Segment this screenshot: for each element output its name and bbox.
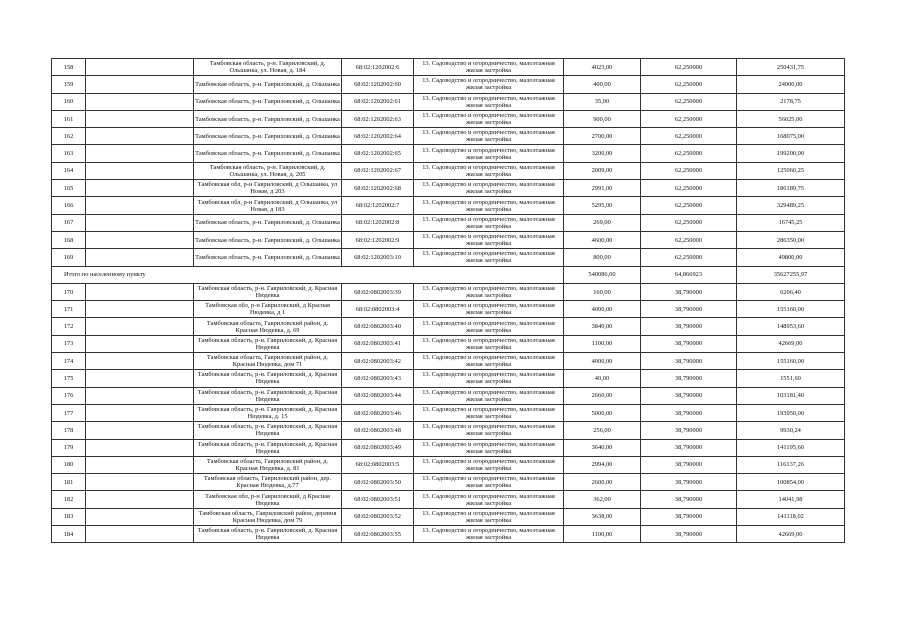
cadastral-value-cell: 199200,00 (737, 145, 845, 162)
cadastral-value-cell: 2178,75 (737, 93, 845, 110)
area-cell: 2994,00 (564, 456, 641, 473)
row-number: 163 (52, 145, 86, 162)
address-cell: Тамбовская область, Гавриловский район, д. Красная Нюдевка, д. 81 (194, 456, 342, 473)
rate-cell: 38,790000 (641, 456, 737, 473)
land-use-cell: 13. Садоводство и огородничество, малоэтажная жилая застройка (414, 93, 564, 110)
cadastral-number-cell: 68:02:1202002:61 (342, 93, 414, 110)
area-cell: 1100,00 (564, 526, 641, 543)
row-number: 170 (52, 283, 86, 300)
area-cell: 3638,00 (564, 508, 641, 525)
area-cell: 2600,00 (564, 474, 641, 491)
row-number: 183 (52, 508, 86, 525)
cadastral-value-cell: 100854,00 (737, 474, 845, 491)
cadastral-number-cell: 68:02:0802003:46 (342, 404, 414, 421)
settlement-cell (86, 249, 194, 266)
settlement-cell (86, 526, 194, 543)
cadastral-value-cell: 103181,40 (737, 387, 845, 404)
address-cell: Тамбовская область, р-н. Гавриловский, д. Ольшанка (194, 231, 342, 248)
land-use-cell: 13. Садоводство и огородничество, малоэтажная жилая застройка (414, 335, 564, 352)
area-cell: 256,00 (564, 422, 641, 439)
cadastral-number-cell: 68:02:0802003:49 (342, 439, 414, 456)
area-cell: 2009,00 (564, 162, 641, 179)
area-cell: 269,00 (564, 214, 641, 231)
table-row (52, 422, 845, 439)
row-number: 166 (52, 197, 86, 214)
row-number: 167 (52, 214, 86, 231)
rate-cell: 62,250000 (641, 59, 737, 76)
address-cell: Тамбовская область, р-н. Гавриловский, д. Ольшанка (194, 249, 342, 266)
land-use-cell: 13. Садоводство и огородничество, малоэтажная жилая застройка (414, 128, 564, 145)
row-number: 180 (52, 456, 86, 473)
rate-cell: 38,790000 (641, 387, 737, 404)
area-cell: 4600,00 (564, 231, 641, 248)
cadastral-value-cell: 56025,00 (737, 110, 845, 127)
rate-cell: 38,790000 (641, 526, 737, 543)
address-cell: Тамбовская область, р-н. Гавриловский, д. Красная Нюдевка (194, 439, 342, 456)
cadastral-number-cell: 68:02:0802003:5 (342, 456, 414, 473)
land-use-cell: 13. Садоводство и огородничество, малоэтажная жилая застройка (414, 76, 564, 93)
land-use-cell: 13. Садоводство и огородничество, малоэтажная жилая застройка (414, 370, 564, 387)
area-cell: 4000,00 (564, 301, 641, 318)
area-cell: 4000,00 (564, 353, 641, 370)
settlement-cell (86, 180, 194, 197)
rate-cell: 62,250000 (641, 110, 737, 127)
table-row (52, 145, 845, 162)
settlement-cell (86, 353, 194, 370)
table-row (52, 301, 845, 318)
area-cell: 900,00 (564, 110, 641, 127)
rate-cell: 38,790000 (641, 508, 737, 525)
area-cell: 362,00 (564, 491, 641, 508)
area-cell: 3840,00 (564, 318, 641, 335)
cadastral-number-cell: 68:02:0802003:39 (342, 283, 414, 300)
address-cell: Тамбовская область, р-н. Гавриловский, д. Красная Нюдевка (194, 387, 342, 404)
cadastral-number-cell: 68:02:0802003:55 (342, 526, 414, 543)
row-number: 173 (52, 335, 86, 352)
address-cell: Тамбовская область, р-н. Гавриловский, д. Ольшанка (194, 76, 342, 93)
area-cell: 160,00 (564, 283, 641, 300)
rate-cell: 62,250000 (641, 214, 737, 231)
table-row (52, 474, 845, 491)
rate-cell: 38,790000 (641, 404, 737, 421)
table-row (52, 180, 845, 197)
row-number: 176 (52, 387, 86, 404)
land-use-cell: 13. Садоводство и огородничество, малоэтажная жилая застройка (414, 526, 564, 543)
rate-cell: 38,790000 (641, 301, 737, 318)
land-use-cell: 13. Садоводство и огородничество, малоэтажная жилая застройка (414, 422, 564, 439)
table-row (52, 335, 845, 352)
rate-cell: 62,250000 (641, 93, 737, 110)
settlement-cell (86, 318, 194, 335)
cadastral-value-cell: 329489,25 (737, 197, 845, 214)
row-number: 174 (52, 353, 86, 370)
table-row (52, 526, 845, 543)
land-use-cell: 13. Садоводство и огородничество, малоэтажная жилая застройка (414, 162, 564, 179)
cadastral-number-cell: 68:02:1202002:60 (342, 76, 414, 93)
table-row (52, 76, 845, 93)
address-cell: Тамбовская область, р-н. Гавриловский, д. Ольшанка, ул. Новая, д. 205 (194, 162, 342, 179)
rate-cell: 62,250000 (641, 128, 737, 145)
address-cell: Тамбовская область, Гавриловский район, д. Красная Нюдевка, дом 71 (194, 353, 342, 370)
settlement-cell (86, 162, 194, 179)
cadastral-value-cell: 14041,98 (737, 491, 845, 508)
address-cell: Тамбовская область, р-н. Гавриловский, д. Красная Нюдевка (194, 283, 342, 300)
address-cell: Тамбовская обл, р-н Гавриловский, д Ольшанка, ул Новая, д 203 (194, 180, 342, 197)
rate-cell: 38,790000 (641, 474, 737, 491)
cadastral-number-cell: 68:02:1202003:10 (342, 249, 414, 266)
table-row (52, 370, 845, 387)
cadastral-value-cell: 42669,00 (737, 335, 845, 352)
cadastral-value-cell: 9930,24 (737, 422, 845, 439)
area-cell: 35,00 (564, 93, 641, 110)
rate-cell: 62,250000 (641, 145, 737, 162)
settlement-cell (86, 214, 194, 231)
settlement-cell (86, 76, 194, 93)
settlement-cell (86, 110, 194, 127)
table-body-section-b (52, 283, 845, 542)
cadastral-value-cell: 193950,00 (737, 404, 845, 421)
land-use-cell: 13. Садоводство и огородничество, малоэтажная жилая застройка (414, 110, 564, 127)
cadastral-value-cell: 24900,00 (737, 76, 845, 93)
cadastral-value-cell: 155160,00 (737, 301, 845, 318)
rate-cell: 38,790000 (641, 335, 737, 352)
area-cell: 4023,00 (564, 59, 641, 76)
table-body-summary (52, 266, 845, 283)
table-row (52, 387, 845, 404)
table-row (52, 456, 845, 473)
table-row (52, 93, 845, 110)
cadastral-number-cell: 68:02:1202002:8 (342, 214, 414, 231)
rate-cell: 38,790000 (641, 439, 737, 456)
row-number: 169 (52, 249, 86, 266)
area-cell: 5000,00 (564, 404, 641, 421)
rate-cell: 62,250000 (641, 76, 737, 93)
cadastral-value-cell: 141195,60 (737, 439, 845, 456)
cadastral-value-cell: 49800,00 (737, 249, 845, 266)
settlement-cell (86, 145, 194, 162)
cadastral-value-cell: 1551,60 (737, 370, 845, 387)
cadastral-number-cell: 68:02:1202002:9 (342, 231, 414, 248)
table-row (52, 508, 845, 525)
row-number: 179 (52, 439, 86, 456)
address-cell: Тамбовская обл, р-н Гавриловский, д Ольшанка, ул Новая, д 183 (194, 197, 342, 214)
table-row (52, 214, 845, 231)
address-cell: Тамбовская область, р-н. Гавриловский, д. Красная Нюдевка (194, 370, 342, 387)
land-use-cell: 13. Садоводство и огородничество, малоэтажная жилая застройка (414, 439, 564, 456)
table-row (52, 249, 845, 266)
cadastral-value-cell: 125060,25 (737, 162, 845, 179)
row-number: 168 (52, 231, 86, 248)
summary-label: Итого по населенному пункту (52, 266, 564, 283)
settlement-cell (86, 404, 194, 421)
settlement-cell (86, 93, 194, 110)
rate-cell: 62,250000 (641, 197, 737, 214)
address-cell: Тамбовская область, р-н. Гавриловский, д. Ольшанка (194, 110, 342, 127)
land-use-cell: 13. Садоводство и огородничество, малоэтажная жилая застройка (414, 59, 564, 76)
cadastral-value-cell: 148953,60 (737, 318, 845, 335)
area-cell: 2700,00 (564, 128, 641, 145)
land-use-cell: 13. Садоводство и огородничество, малоэтажная жилая застройка (414, 197, 564, 214)
land-use-cell: 13. Садоводство и огородничество, малоэтажная жилая застройка (414, 474, 564, 491)
land-use-cell: 13. Садоводство и огородничество, малоэтажная жилая застройка (414, 491, 564, 508)
address-cell: Тамбовская область, р-н. Гавриловский, д. Ольшанка, ул. Новая, д. 184 (194, 59, 342, 76)
rate-cell: 62,250000 (641, 249, 737, 266)
settlement-cell (86, 370, 194, 387)
cadastral-value-cell: 141118,02 (737, 508, 845, 525)
table-row (52, 231, 845, 248)
address-cell: Тамбовская область, р-н. Гавриловский, д. Красная Нюдевка (194, 422, 342, 439)
row-number: 158 (52, 59, 86, 76)
cadastral-number-cell: 68:02:0802003:52 (342, 508, 414, 525)
summary-rate: 64,866923 (641, 266, 737, 283)
settlement-cell (86, 422, 194, 439)
address-cell: Тамбовская область, р-н. Гавриловский, д. Ольшанка (194, 128, 342, 145)
cadastral-number-cell: 68:02:1202002:7 (342, 197, 414, 214)
row-number: 184 (52, 526, 86, 543)
row-number: 182 (52, 491, 86, 508)
settlement-cell (86, 387, 194, 404)
table-row (52, 128, 845, 145)
cadastral-number-cell: 68:02:0802003:4 (342, 301, 414, 318)
table-row (52, 439, 845, 456)
land-use-cell: 13. Садоводство и огородничество, малоэтажная жилая застройка (414, 249, 564, 266)
land-use-cell: 13. Садоводство и огородничество, малоэтажная жилая застройка (414, 283, 564, 300)
area-cell: 1100,00 (564, 335, 641, 352)
settlement-cell (86, 474, 194, 491)
address-cell: Тамбовская область, р-н. Гавриловский, д. Ольшанка (194, 214, 342, 231)
settlement-cell (86, 491, 194, 508)
row-number: 164 (52, 162, 86, 179)
address-cell: Тамбовская область, Гавриловский район, деревня Красная Нюдевка, дом 79 (194, 508, 342, 525)
settlement-cell (86, 439, 194, 456)
row-number: 165 (52, 180, 86, 197)
cadastral-number-cell: 68:02:0802003:50 (342, 474, 414, 491)
settlement-cell (86, 283, 194, 300)
land-use-cell: 13. Садоводство и огородничество, малоэтажная жилая застройка (414, 404, 564, 421)
land-use-cell: 13. Садоводство и огородничество, малоэтажная жилая застройка (414, 231, 564, 248)
land-use-cell: 13. Садоводство и огородничество, малоэтажная жилая застройка (414, 301, 564, 318)
address-cell: Тамбовская область, р-н. Гавриловский, д. Ольшанка (194, 145, 342, 162)
settlement-cell (86, 456, 194, 473)
cadastral-value-cell: 168075,00 (737, 128, 845, 145)
address-cell: Тамбовская обл, р-н Гавриловский, д Красная Нюдевка (194, 491, 342, 508)
row-number: 162 (52, 128, 86, 145)
cadastral-number-cell: 68:02:0802003:40 (342, 318, 414, 335)
cadastral-number-cell: 68:02:0802003:51 (342, 491, 414, 508)
rate-cell: 62,250000 (641, 231, 737, 248)
settlement-cell (86, 59, 194, 76)
land-use-cell: 13. Садоводство и огородничество, малоэтажная жилая застройка (414, 318, 564, 335)
cadastral-number-cell: 68:02:0802003:42 (342, 353, 414, 370)
area-cell: 2660,00 (564, 387, 641, 404)
row-number: 175 (52, 370, 86, 387)
summary-area: 540086,00 (564, 266, 641, 283)
rate-cell: 62,250000 (641, 162, 737, 179)
row-number: 160 (52, 93, 86, 110)
rate-cell: 62,250000 (641, 180, 737, 197)
table-row (52, 283, 845, 300)
table-row (52, 59, 845, 76)
land-use-cell: 13. Садоводство и огородничество, малоэтажная жилая застройка (414, 456, 564, 473)
cadastral-value-cell: 286350,00 (737, 231, 845, 248)
settlement-cell (86, 508, 194, 525)
row-number: 171 (52, 301, 86, 318)
settlement-cell (86, 301, 194, 318)
table-row (52, 110, 845, 127)
land-use-cell: 13. Садоводство и огородничество, малоэтажная жилая застройка (414, 145, 564, 162)
cadastral-number-cell: 68:02:0802003:41 (342, 335, 414, 352)
address-cell: Тамбовская область, р-н. Гавриловский, д. Красная Нюдевка (194, 335, 342, 352)
rate-cell: 38,790000 (641, 353, 737, 370)
cadastral-number-cell: 68:02:1202002:67 (342, 162, 414, 179)
rate-cell: 38,790000 (641, 491, 737, 508)
settlement-cell (86, 128, 194, 145)
rate-cell: 38,790000 (641, 422, 737, 439)
cadastral-number-cell: 68:02:1202002:64 (342, 128, 414, 145)
row-number: 161 (52, 110, 86, 127)
summary-row (52, 266, 845, 283)
land-use-cell: 13. Садоводство и огородничество, малоэтажная жилая застройка (414, 353, 564, 370)
address-cell: Тамбовская обл, р-н Гавриловский, д Красная Нюдевка, д 1 (194, 301, 342, 318)
cadastral-value-cell: 250431,75 (737, 59, 845, 76)
address-cell: Тамбовская область, Гавриловский район, д. Красная Нюдевка, д. 69 (194, 318, 342, 335)
address-cell: Тамбовская область, р-н. Гавриловский, д. Красная Нюдевка, д. 15 (194, 404, 342, 421)
rate-cell: 38,790000 (641, 370, 737, 387)
table-row (52, 318, 845, 335)
rate-cell: 38,790000 (641, 283, 737, 300)
row-number: 181 (52, 474, 86, 491)
cadastral-number-cell: 68:02:0802003:48 (342, 422, 414, 439)
cadastral-value-table (51, 58, 845, 543)
settlement-cell (86, 231, 194, 248)
table-row (52, 491, 845, 508)
area-cell: 3200,00 (564, 145, 641, 162)
cadastral-number-cell: 68:02:1202002:63 (342, 110, 414, 127)
row-number: 178 (52, 422, 86, 439)
cadastral-value-cell: 116137,26 (737, 456, 845, 473)
summary-value: 35627255,97 (737, 266, 845, 283)
table-row (52, 404, 845, 421)
area-cell: 800,00 (564, 249, 641, 266)
cadastral-number-cell: 68:02:0802003:43 (342, 370, 414, 387)
settlement-cell (86, 335, 194, 352)
land-use-cell: 13. Садоводство и огородничество, малоэтажная жилая застройка (414, 180, 564, 197)
area-cell: 3640,00 (564, 439, 641, 456)
land-use-cell: 13. Садоводство и огородничество, малоэтажная жилая застройка (414, 508, 564, 525)
table-row (52, 197, 845, 214)
land-use-cell: 13. Садоводство и огородничество, малоэтажная жилая застройка (414, 214, 564, 231)
row-number: 172 (52, 318, 86, 335)
table-row (52, 353, 845, 370)
address-cell: Тамбовская область, р-н. Гавриловский, д. Красная Нюдевка (194, 526, 342, 543)
cadastral-number-cell: 68:02:1202002:6 (342, 59, 414, 76)
cadastral-value-cell: 186189,75 (737, 180, 845, 197)
table-row (52, 162, 845, 179)
area-cell: 5295,00 (564, 197, 641, 214)
land-use-cell: 13. Садоводство и огородничество, малоэтажная жилая застройка (414, 387, 564, 404)
settlement-cell (86, 197, 194, 214)
cadastral-value-cell: 6206,40 (737, 283, 845, 300)
row-number: 177 (52, 404, 86, 421)
cadastral-value-cell: 42669,00 (737, 526, 845, 543)
address-cell: Тамбовская область, р-н. Гавриловский, д. Ольшанка (194, 93, 342, 110)
cadastral-number-cell: 68:02:1202002:68 (342, 180, 414, 197)
row-number: 159 (52, 76, 86, 93)
area-cell: 400,00 (564, 76, 641, 93)
area-cell: 40,00 (564, 370, 641, 387)
table-body-section-a (52, 59, 845, 267)
area-cell: 2991,00 (564, 180, 641, 197)
cadastral-value-cell: 16745,25 (737, 214, 845, 231)
cadastral-number-cell: 68:02:1202002:65 (342, 145, 414, 162)
cadastral-value-cell: 155160,00 (737, 353, 845, 370)
cadastral-number-cell: 68:02:0802003:44 (342, 387, 414, 404)
address-cell: Тамбовская область, Гавриловский район, дер. Красная Нюдевка, д.77 (194, 474, 342, 491)
rate-cell: 38,790000 (641, 318, 737, 335)
